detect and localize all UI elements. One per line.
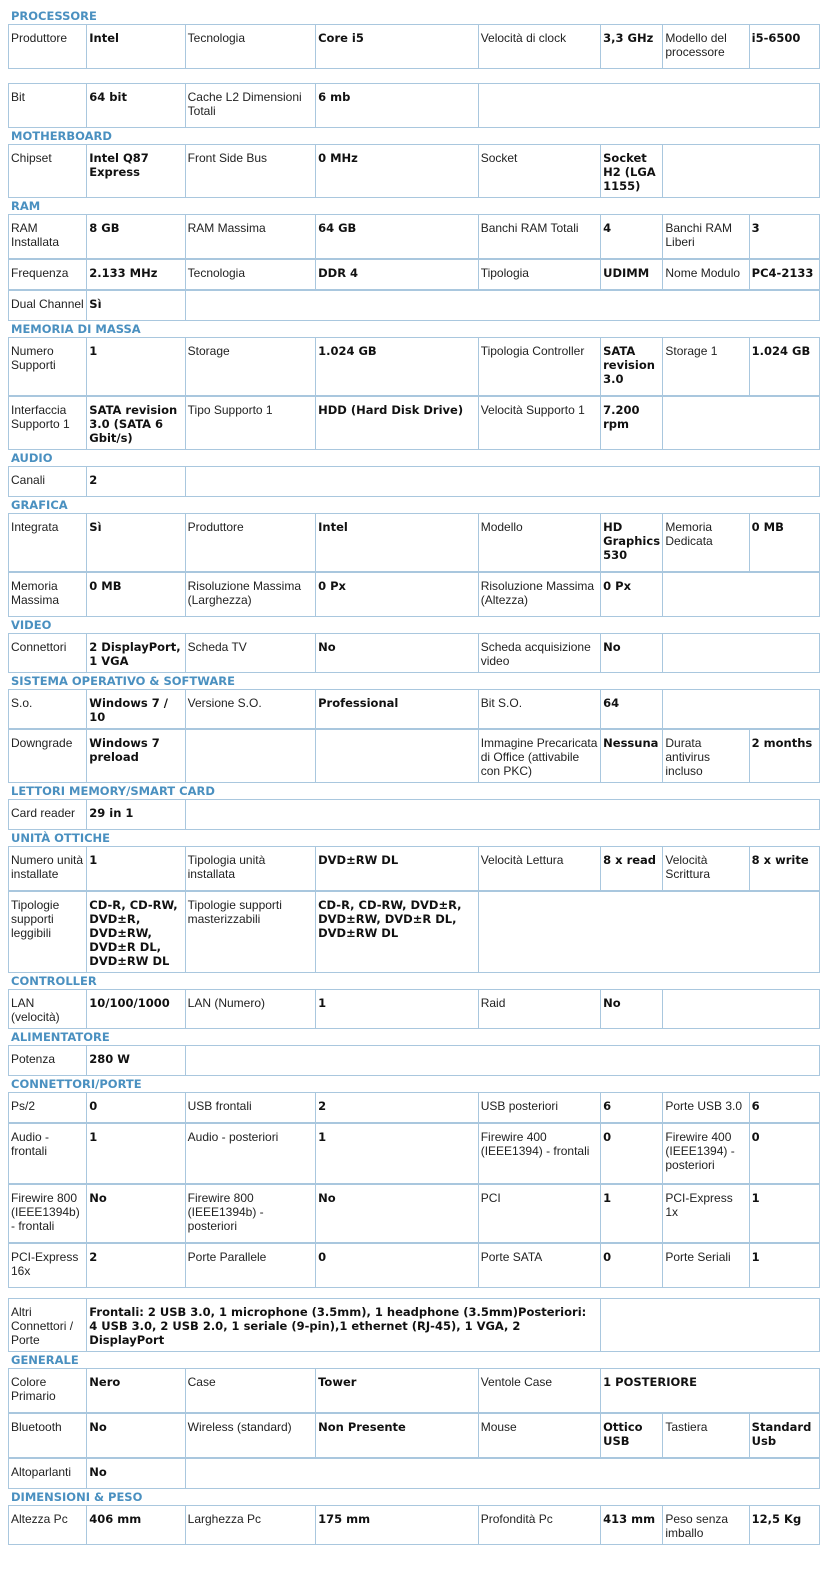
spec-row [8, 466, 820, 497]
spec-label-versione-s-o: Versione S.O. [185, 690, 315, 729]
spec-value-tastiera: Standard Usb [749, 1414, 819, 1458]
spec-row [8, 1184, 820, 1243]
spec-row [8, 799, 820, 830]
spec-value-ram-installata: 8 GB [87, 215, 185, 259]
spec-label-dual-channel: Dual Channel [9, 291, 87, 321]
spec-value-banchi-ram-liberi: 3 [749, 215, 819, 259]
section-title: ALIMENTATORE [11, 1030, 110, 1044]
spec-value-altri-connettori-porte: Frontali: 2 USB 3.0, 1 microphone (3.5mm), 1 headphone (3.5mm)Posteriori: 4 USB 3.0, 2 USB 2.0, 1 seriale (9-pin),1 ethernet (RJ-45), 1 VGA, 2 DisplayPort [87, 1299, 601, 1352]
spec-value-porte-sata: 0 [601, 1244, 663, 1288]
section-title: CONTROLLER [11, 974, 97, 988]
spec-value-velocita-di-clock: 3,3 GHz [601, 25, 663, 69]
spec-value-firewire-400-ieee1394-frontali: 0 [601, 1124, 663, 1184]
spec-value-wireless-standard: Non Presente [316, 1414, 479, 1458]
spec-value-velocita-supporto-1: 7.200 rpm [601, 397, 663, 450]
spec-value-bluetooth: No [87, 1414, 185, 1458]
spec-label-bit-s-o: Bit S.O. [478, 690, 600, 729]
spec-value-cache-l2-dimensioni-totali: 6 mb [316, 84, 479, 128]
spec-label-numero-unita-installate: Numero unità installate [9, 847, 87, 891]
spec-label-downgrade: Downgrade [9, 730, 87, 783]
spec-label-numero-supporti: Numero Supporti [9, 338, 87, 396]
spec-row [8, 1298, 820, 1352]
spec-label-lan-velocita: LAN (velocità) [9, 990, 87, 1029]
spec-label-interfaccia-supporto-1: Interfaccia Supporto 1 [9, 397, 87, 450]
spec-value-velocita-lettura: 8 x read [601, 847, 663, 891]
spec-value-ram-massima: 64 GB [316, 215, 479, 259]
spec-row [8, 1243, 820, 1288]
spec-label-storage: Storage [185, 338, 315, 396]
section-title: LETTORI MEMORY/SMART CARD [11, 784, 215, 798]
spec-label-ram-installata: RAM Installata [9, 215, 87, 259]
spec-value-usb-frontali: 2 [316, 1093, 479, 1123]
spec-row [8, 290, 820, 321]
spec-row [8, 24, 820, 69]
spec-row [8, 846, 820, 891]
spec-row [8, 1458, 820, 1489]
spec-label-porte-usb-3-0: Porte USB 3.0 [663, 1093, 749, 1123]
empty-cell [185, 1046, 819, 1076]
spec-label-firewire-400-ieee1394-frontali: Firewire 400 (IEEE1394) - frontali [478, 1124, 600, 1184]
spec-label-tipologia: Tipologia [478, 260, 600, 290]
spec-value-versione-s-o: Professional [316, 690, 479, 729]
spec-value-chipset: Intel Q87 Express [87, 145, 185, 198]
spec-label-ventole-case: Ventole Case [478, 1369, 600, 1413]
section-title: PROCESSORE [11, 9, 97, 23]
spec-row [8, 1123, 820, 1184]
spec-value-tipologia-controller: SATA revision 3.0 [601, 338, 663, 396]
spec-label-profondita-pc: Profondità Pc [478, 1506, 600, 1545]
spec-value-mouse: Ottico USB [601, 1414, 663, 1458]
empty-cell [663, 634, 820, 673]
spec-label-banchi-ram-totali: Banchi RAM Totali [478, 215, 600, 259]
spec-value-ps-2: 0 [87, 1093, 185, 1123]
section-title: RAM [11, 199, 41, 213]
spec-value-altoparlanti: No [87, 1459, 185, 1489]
spec-label-porte-seriali: Porte Seriali [663, 1244, 749, 1288]
spec-label-usb-frontali: USB frontali [185, 1093, 315, 1123]
spec-value-altezza-pc: 406 mm [87, 1506, 185, 1545]
spec-label-durata-antivirus-incluso: Durata antivirus incluso [663, 730, 749, 783]
spec-label-case: Case [185, 1369, 315, 1413]
empty-cell [663, 397, 820, 450]
empty-cell [478, 84, 819, 128]
section-title: CONNETTORI/PORTE [11, 1077, 142, 1091]
section-title: VIDEO [11, 618, 52, 632]
spec-row [8, 337, 820, 396]
empty-cell [663, 690, 820, 729]
spec-row [8, 729, 820, 783]
spec-value-bit: 64 bit [87, 84, 185, 128]
spec-label-immagine-precaricata-di-office-attivabile-con-pkc: Immagine Precaricata di Office (attivabile con PKC) [478, 730, 600, 783]
spec-value-s-o: Windows 7 / 10 [87, 690, 185, 729]
spec-label-pci-express-16x: PCI-Express 16x [9, 1244, 87, 1288]
spec-label-frequenza: Frequenza [9, 260, 87, 290]
spec-row [8, 259, 820, 290]
spec-value-lan-velocita: 10/100/1000 [87, 990, 185, 1029]
spec-value-tipologie-supporti-masterizzabili: CD-R, CD-RW, DVD±R, DVD±RW, DVD±R DL, DVD±RW DL [316, 892, 479, 973]
spec-label-wireless-standard: Wireless (standard) [185, 1414, 315, 1458]
spec-label-peso-senza-imballo: Peso senza imballo [663, 1506, 749, 1545]
spec-row [8, 989, 820, 1029]
spec-label-modello-del-processore: Modello del processore [663, 25, 749, 69]
spec-value-memoria-massima: 0 MB [87, 573, 185, 617]
spec-label-lan-numero: LAN (Numero) [185, 990, 315, 1029]
spec-row [8, 633, 820, 673]
spec-row [8, 689, 820, 729]
spec-label-scheda-acquisizione-video: Scheda acquisizione video [478, 634, 600, 673]
section-title: MOTHERBOARD [11, 129, 112, 143]
spec-label-mouse: Mouse [478, 1414, 600, 1458]
section-title: DIMENSIONI & PESO [11, 1490, 143, 1504]
section-title: UNITÀ OTTICHE [11, 831, 111, 845]
section-title: MEMORIA DI MASSA [11, 322, 141, 336]
empty-cell [601, 1299, 820, 1352]
spec-label-larghezza-pc: Larghezza Pc [185, 1506, 315, 1545]
spec-value-canali: 2 [87, 467, 185, 497]
spec-label-storage-1: Storage 1 [663, 338, 749, 396]
spec-label-tipologia-controller: Tipologia Controller [478, 338, 600, 396]
spec-label-bit: Bit [9, 84, 87, 128]
spec-label-produttore: Produttore [9, 25, 87, 69]
spec-value-tipologie-supporti-leggibili: CD-R, CD-RW, DVD±R, DVD±RW, DVD±R DL, DVD±RW DL [87, 892, 185, 973]
spec-label-potenza: Potenza [9, 1046, 87, 1076]
spec-value-storage-1: 1.024 GB [749, 338, 819, 396]
spec-value-numero-supporti: 1 [87, 338, 185, 396]
spec-label-bluetooth: Bluetooth [9, 1414, 87, 1458]
spec-label-altri-connettori-porte: Altri Connettori / Porte [9, 1299, 87, 1352]
spec-label-connettori: Connettori [9, 634, 87, 673]
spec-value-pci-express-16x: 2 [87, 1244, 185, 1288]
empty-cell [663, 573, 820, 617]
spec-label-pci-express-1x: PCI-Express 1x [663, 1185, 749, 1243]
spec-value-potenza: 280 W [87, 1046, 185, 1076]
spec-label-tipologie-supporti-masterizzabili: Tipologie supporti masterizzabili [185, 892, 315, 973]
spec-value-firewire-400-ieee1394-posteriori: 0 [749, 1124, 819, 1184]
section-title: GENERALE [11, 1353, 79, 1367]
spec-value-tipologia-unita-installata: DVD±RW DL [316, 847, 479, 891]
spec-label-socket: Socket [478, 145, 600, 198]
spec-label-modello: Modello [478, 514, 600, 572]
spec-value-dual-channel: Sì [87, 291, 185, 321]
spec-row [8, 1413, 820, 1458]
spec-value-integrata: Sì [87, 514, 185, 572]
spec-label-memoria-dedicata: Memoria Dedicata [663, 514, 749, 572]
spec-label-colore-primario: Colore Primario [9, 1369, 87, 1413]
spec-value-usb-posteriori: 6 [601, 1093, 663, 1123]
spec-value-velocita-scrittura: 8 x write [749, 847, 819, 891]
spec-label-tecnologia: Tecnologia [185, 260, 315, 290]
spec-label-velocita-lettura: Velocità Lettura [478, 847, 600, 891]
spec-label-pci: PCI [478, 1185, 600, 1243]
spec-label-velocita-supporto-1: Velocità Supporto 1 [478, 397, 600, 450]
spec-value-frequenza: 2.133 MHz [87, 260, 185, 290]
spec-value-ventole-case: 1 POSTERIORE [601, 1369, 820, 1413]
spec-label-risoluzione-massima-altezza: Risoluzione Massima (Altezza) [478, 573, 600, 617]
spec-label-cache-l2-dimensioni-totali: Cache L2 Dimensioni Totali [185, 84, 315, 128]
spec-value-porte-parallele: 0 [316, 1244, 479, 1288]
spec-row [8, 396, 820, 450]
spec-value-bit-s-o: 64 [601, 690, 663, 729]
spec-value-profondita-pc: 413 mm [601, 1506, 663, 1545]
empty-cell [185, 291, 819, 321]
spec-row [8, 83, 820, 128]
spec-label-firewire-400-ieee1394-posteriori: Firewire 400 (IEEE1394) - posteriori [663, 1124, 749, 1184]
spec-row [8, 572, 820, 617]
spec-value-risoluzione-massima-altezza: 0 Px [601, 573, 663, 617]
spec-value-peso-senza-imballo: 12,5 Kg [749, 1506, 819, 1545]
spec-value-firewire-800-ieee1394b-frontali: No [87, 1185, 185, 1243]
spec-value-memoria-dedicata: 0 MB [749, 514, 819, 572]
spec-row [8, 891, 820, 973]
spec-value-risoluzione-massima-larghezza: 0 Px [316, 573, 479, 617]
spec-label-firewire-800-ieee1394b-posteriori: Firewire 800 (IEEE1394b) - posteriori [185, 1185, 315, 1243]
spec-label-tipologie-supporti-leggibili: Tipologie supporti leggibili [9, 892, 87, 973]
spec-value-firewire-800-ieee1394b-posteriori: No [316, 1185, 479, 1243]
empty-cell [185, 730, 315, 783]
spec-value-tecnologia: DDR 4 [316, 260, 479, 290]
spec-value-case: Tower [316, 1369, 479, 1413]
spec-value-audio-posteriori: 1 [316, 1124, 479, 1184]
spec-label-velocita-scrittura: Velocità Scrittura [663, 847, 749, 891]
spec-label-porte-sata: Porte SATA [478, 1244, 600, 1288]
empty-cell [185, 800, 819, 830]
spec-label-altezza-pc: Altezza Pc [9, 1506, 87, 1545]
spec-label-chipset: Chipset [9, 145, 87, 198]
empty-cell [185, 467, 819, 497]
spec-label-audio-posteriori: Audio - posteriori [185, 1124, 315, 1184]
spec-row [8, 1505, 820, 1545]
spec-row [8, 144, 820, 198]
spec-label-porte-parallele: Porte Parallele [185, 1244, 315, 1288]
spec-label-audio-frontali: Audio - frontali [9, 1124, 87, 1184]
empty-cell [478, 892, 819, 973]
spec-value-socket: Socket H2 (LGA 1155) [601, 145, 663, 198]
spec-label-scheda-tv: Scheda TV [185, 634, 315, 673]
section-title: GRAFICA [11, 498, 68, 512]
spec-label-usb-posteriori: USB posteriori [478, 1093, 600, 1123]
spec-value-connettori: 2 DisplayPort, 1 VGA [87, 634, 185, 673]
spec-value-produttore: Intel [316, 514, 479, 572]
spec-value-immagine-precaricata-di-office-attivabile-con-pkc: Nessuna [601, 730, 663, 783]
spec-label-risoluzione-massima-larghezza: Risoluzione Massima (Larghezza) [185, 573, 315, 617]
spec-value-downgrade: Windows 7 preload [87, 730, 185, 783]
spec-label-tipo-supporto-1: Tipo Supporto 1 [185, 397, 315, 450]
spec-label-banchi-ram-liberi: Banchi RAM Liberi [663, 215, 749, 259]
spec-value-card-reader: 29 in 1 [87, 800, 185, 830]
spec-label-ram-massima: RAM Massima [185, 215, 315, 259]
spec-label-velocita-di-clock: Velocità di clock [478, 25, 600, 69]
spec-label-produttore: Produttore [185, 514, 315, 572]
spec-sheet [8, 8, 832, 1545]
spec-value-tecnologia: Core i5 [316, 25, 479, 69]
spec-label-raid: Raid [478, 990, 600, 1029]
spec-label-memoria-massima: Memoria Massima [9, 573, 87, 617]
spec-value-porte-usb-3-0: 6 [749, 1093, 819, 1123]
spec-value-scheda-tv: No [316, 634, 479, 673]
spec-row [8, 1368, 820, 1413]
spec-label-tastiera: Tastiera [663, 1414, 749, 1458]
spec-label-front-side-bus: Front Side Bus [185, 145, 315, 198]
spec-label-tecnologia: Tecnologia [185, 25, 315, 69]
spec-value-modello: HD Graphics 530 [601, 514, 663, 572]
spec-value-lan-numero: 1 [316, 990, 479, 1029]
spec-value-modello-del-processore: i5-6500 [749, 25, 819, 69]
empty-cell [185, 1459, 819, 1489]
spec-value-front-side-bus: 0 MHz [316, 145, 479, 198]
spec-row [8, 513, 820, 572]
section-title: SISTEMA OPERATIVO & SOFTWARE [11, 674, 235, 688]
spec-value-storage: 1.024 GB [316, 338, 479, 396]
spec-value-pci: 1 [601, 1185, 663, 1243]
spec-value-larghezza-pc: 175 mm [316, 1506, 479, 1545]
spec-label-canali: Canali [9, 467, 87, 497]
spec-label-nome-modulo: Nome Modulo [663, 260, 749, 290]
spec-label-integrata: Integrata [9, 514, 87, 572]
spec-value-produttore: Intel [87, 25, 185, 69]
spec-value-scheda-acquisizione-video: No [601, 634, 663, 673]
spec-label-card-reader: Card reader [9, 800, 87, 830]
spec-value-banchi-ram-totali: 4 [601, 215, 663, 259]
spec-value-porte-seriali: 1 [749, 1244, 819, 1288]
spec-value-tipologia: UDIMM [601, 260, 663, 290]
spec-label-s-o: S.o. [9, 690, 87, 729]
spec-value-tipo-supporto-1: HDD (Hard Disk Drive) [316, 397, 479, 450]
section-title: AUDIO [11, 451, 53, 465]
spec-label-ps-2: Ps/2 [9, 1093, 87, 1123]
spec-row [8, 1092, 820, 1123]
empty-cell [663, 990, 820, 1029]
empty-cell [316, 730, 479, 783]
spec-value-raid: No [601, 990, 663, 1029]
spec-value-interfaccia-supporto-1: SATA revision 3.0 (SATA 6 Gbit/s) [87, 397, 185, 450]
spec-value-colore-primario: Nero [87, 1369, 185, 1413]
spec-row [8, 214, 820, 259]
spec-value-durata-antivirus-incluso: 2 months [749, 730, 819, 783]
spec-value-pci-express-1x: 1 [749, 1185, 819, 1243]
spec-label-firewire-800-ieee1394b-frontali: Firewire 800 (IEEE1394b) - frontali [9, 1185, 87, 1243]
empty-cell [663, 145, 820, 198]
spec-label-altoparlanti: Altoparlanti [9, 1459, 87, 1489]
spec-row [8, 1045, 820, 1076]
spec-value-audio-frontali: 1 [87, 1124, 185, 1184]
spec-label-tipologia-unita-installata: Tipologia unità installata [185, 847, 315, 891]
spec-value-nome-modulo: PC4-2133 [749, 260, 819, 290]
spec-value-numero-unita-installate: 1 [87, 847, 185, 891]
